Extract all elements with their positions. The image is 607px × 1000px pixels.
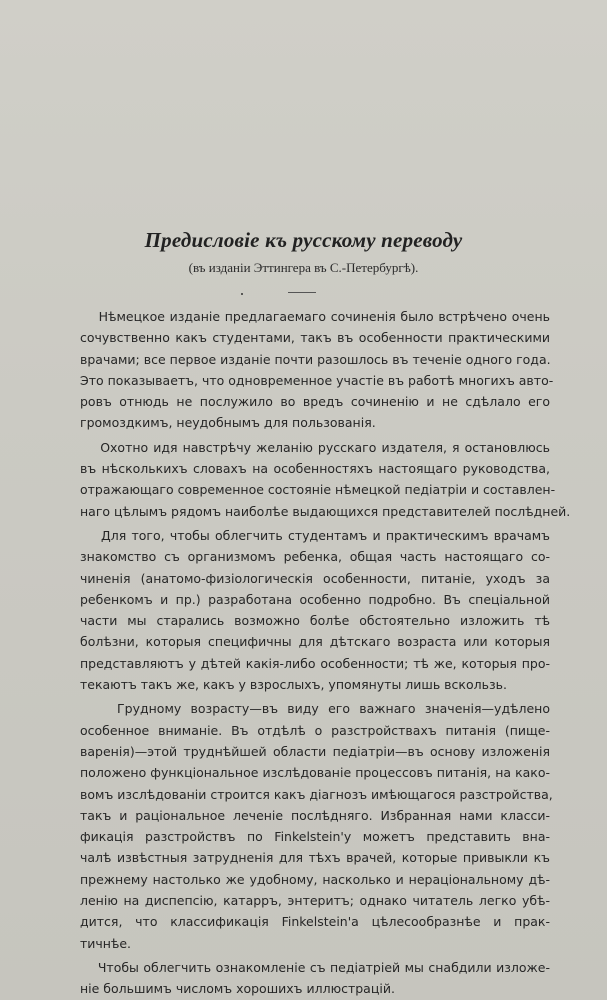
text-line: Для того, чтобы облегчить студентамъ и практическимъ врачамъ (80, 527, 550, 543)
paragraph (80, 437, 571, 522)
text-line: знакомство съ организмомъ ребенка, общая часть настоящаго со- (80, 549, 550, 565)
text-line: представляютъ у дѣтей какія-либо особенности; тѣ же, которыя про- (80, 655, 550, 671)
text-line: въ нѣсколькихъ словахъ на особенностяхъ настоящаго руководства, (80, 461, 550, 477)
text-line: вомъ изслѣдованіи строится какъ діагнозъ имѣющагося разстройства, (80, 786, 553, 802)
text-line: отражающаго современное состояніе нѣмецкой педіатріи и составлен- (80, 482, 556, 498)
text-line: болѣзни, которыя специфичны для дѣтскаго возраста или которыя (80, 634, 550, 650)
paragraph (80, 698, 553, 954)
text-line: Чтобы облегчить ознакомленіе съ педіатріей мы снабдили изложе- (80, 959, 550, 975)
text-line: ленію на диспепсію, катарръ, энтеритъ; однако читатель легко убѣ- (80, 893, 550, 909)
text-line: прежнему настолько же удобному, насколько и нераціональному дѣ- (80, 871, 550, 887)
text-line: дится, что классификація Finkelstein'а цѣлесообразнѣе и прак- (80, 914, 550, 930)
text-line: Это показываетъ, что одновременное участіе въ работѣ многихъ авто- (80, 372, 554, 388)
text-line: Охотно идя навстрѣчу желанію русскаго издателя, я остановлюсь (80, 439, 550, 455)
paragraph (80, 306, 554, 434)
text-line: такъ и раціональное леченіе послѣдняго. Избранная нами класси- (80, 807, 550, 823)
text-line: варенія)—этой труднѣйшей области педіатріи—въ основу изложенія (80, 743, 550, 759)
text-line: чалѣ извѣстныя затрудненія для тѣхъ врачей, которые привыкли къ (80, 850, 550, 866)
text-line: ніе большимъ числомъ хорошихъ иллюстрацій. (80, 981, 395, 997)
paragraph (80, 957, 550, 1000)
text-line: сочувственно какъ студентами, такъ въ особенности практическими (80, 330, 550, 346)
text-line: громоздкимъ, неудобнымъ для пользованія. (80, 415, 376, 431)
text-line: положено функціональное изслѣдованіе процессовъ питанія, на како- (80, 765, 550, 781)
page-subtitle: (въ изданіи Эттингера въ С.-Петербургѣ). (188, 260, 419, 275)
page-title: Предисловіе къ русскому переводу (144, 228, 463, 252)
text-line: Грудному возрасту—въ виду его важнаго значенія—удѣлено (80, 701, 550, 717)
text-line: особенное вниманіе. Въ отдѣлѣ о разстройствахъ питанія (пище- (80, 722, 550, 738)
text-line: части мы старались возможно болѣе обстоятельно изложить тѣ (80, 613, 550, 629)
title-divider (288, 292, 316, 293)
text-line: наго цѣлымъ рядомъ наиболѣе выдающихся представителей послѣдней. (80, 503, 571, 519)
text-line: врачами; все первое изданіе почти разошлось въ теченіе одного года. (80, 351, 551, 367)
text-line: текаютъ такъ же, какъ у взрослыхъ, упомянуты лишь вскользь. (80, 677, 507, 693)
text-line: чиненія (анатомо-физіологическія особенности, питаніе, уходъ за (80, 570, 550, 586)
text-line: ребенкомъ и пр.) разработана особенно подробно. Въ спеціальной (80, 591, 550, 607)
text-line: фикація разстройствъ по Finkelstein'у можетъ представить вна- (80, 829, 550, 845)
text-line: тичнѣе. (80, 935, 132, 951)
preface-body (80, 306, 571, 1000)
text-line: ровъ отнюдь не послужило во вредъ сочиненію и не сдѣлало его (80, 394, 550, 410)
text-line: Нѣмецкое изданіе предлагаемаго сочиненія было встрѣчено очень (80, 309, 550, 324)
ornament-dot (241, 293, 243, 295)
paragraph (80, 525, 550, 695)
